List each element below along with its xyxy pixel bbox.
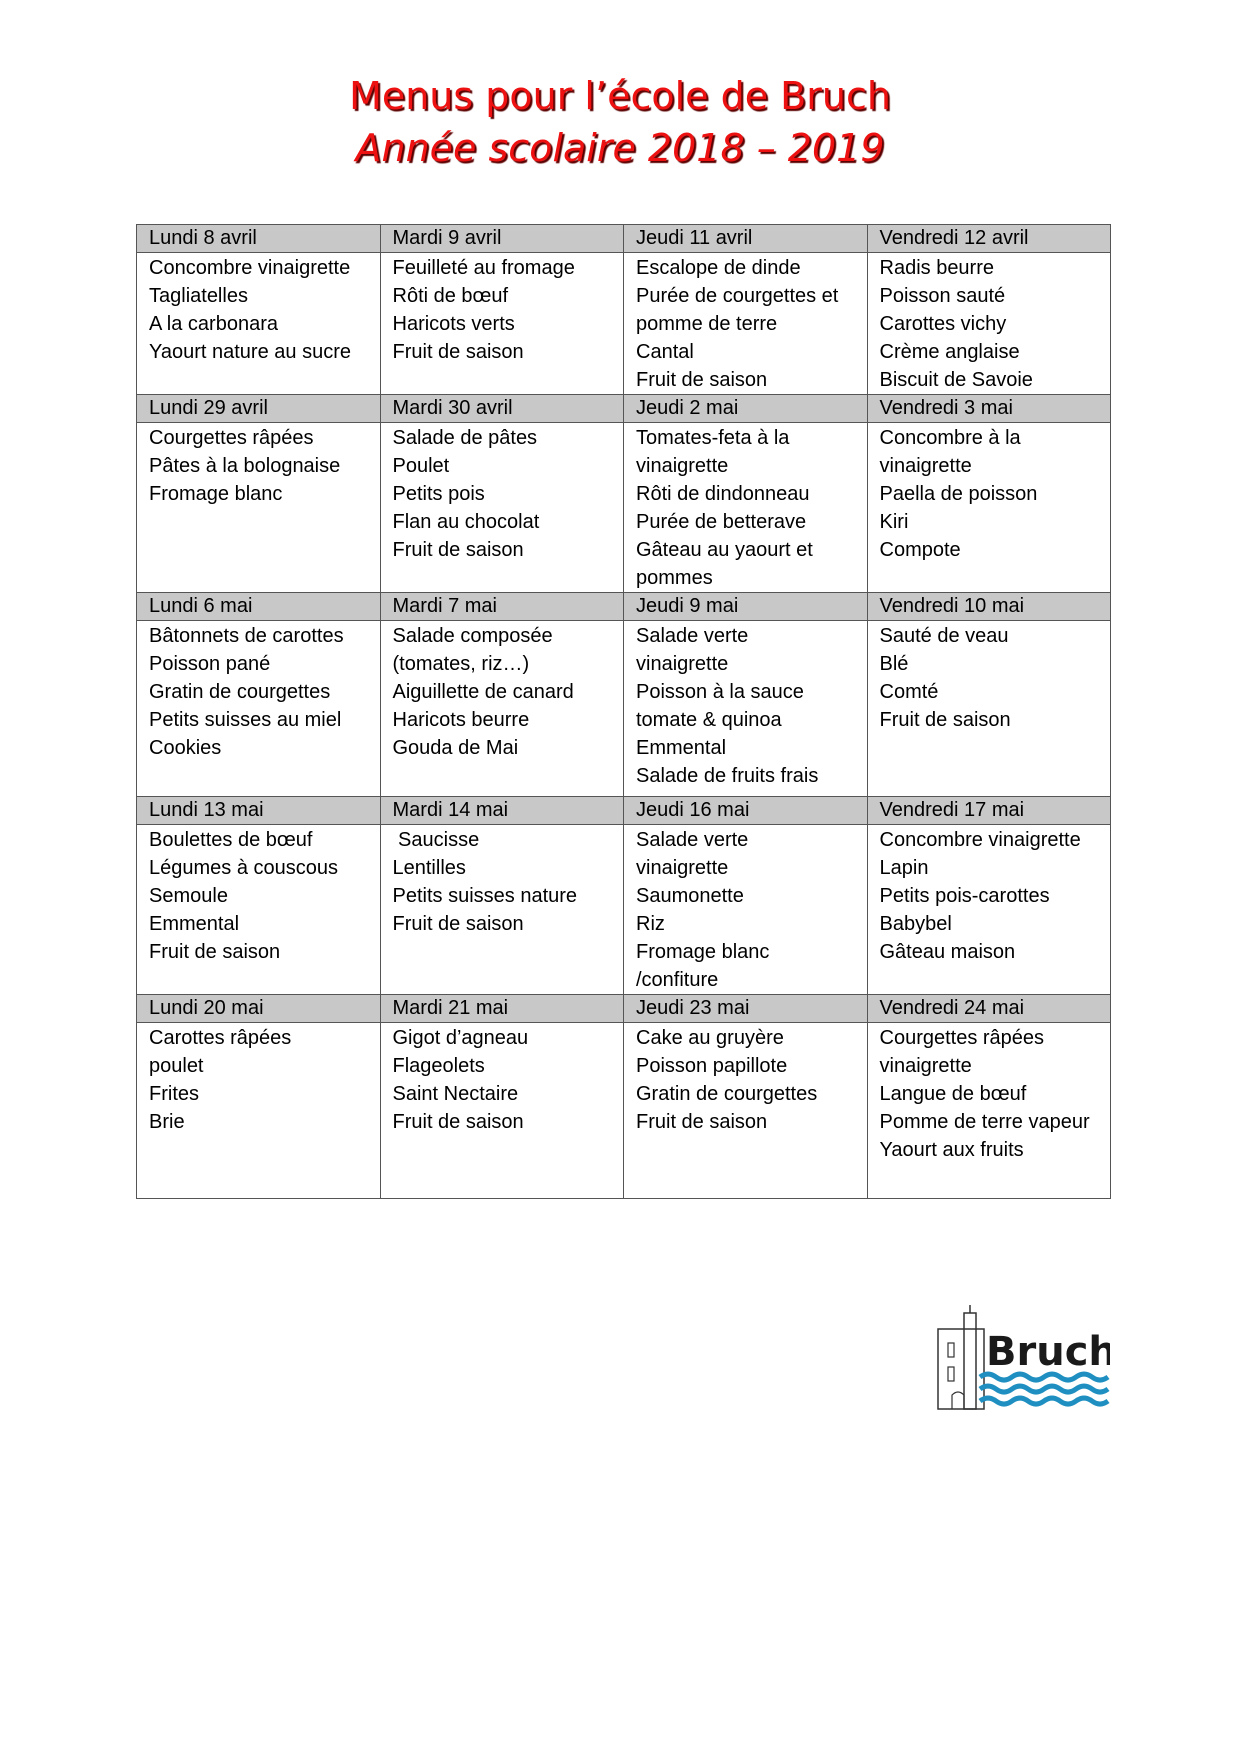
day-menu-cell bbox=[624, 253, 868, 395]
menu-item: Haricots verts bbox=[392, 313, 515, 335]
menu-item: Courgettes râpées bbox=[879, 1027, 1045, 1049]
menu-item: Concombre vinaigrette bbox=[879, 829, 1081, 851]
week-menu-row bbox=[137, 423, 1111, 593]
menu-item: vinaigrette bbox=[636, 857, 729, 879]
menu-item: Courgettes râpées bbox=[149, 427, 314, 449]
day-header: Lundi 6 mai bbox=[137, 593, 381, 621]
menu-item: Fruit de saison bbox=[392, 341, 524, 363]
week-header-row bbox=[137, 797, 1111, 825]
week-menu-row bbox=[137, 621, 1111, 797]
day-menu-cell bbox=[137, 1023, 381, 1199]
menu-item: Petits suisses nature bbox=[392, 885, 578, 907]
menu-item: Gâteau maison bbox=[879, 941, 1016, 963]
page-title: Menus pour l’école de Bruch bbox=[349, 74, 891, 118]
menu-item: Poulet bbox=[392, 455, 450, 477]
menu-item: Fruit de saison bbox=[392, 913, 524, 935]
day-menu-cell bbox=[867, 621, 1111, 797]
menu-item: Carottes vichy bbox=[879, 313, 1007, 335]
menu-item: Babybel bbox=[879, 913, 952, 935]
week-menu-row bbox=[137, 1023, 1111, 1199]
menu-item: vinaigrette bbox=[636, 455, 729, 477]
menu-item: Emmental bbox=[636, 737, 727, 759]
menu-item: Lentilles bbox=[392, 857, 466, 879]
day-header: Mardi 7 mai bbox=[380, 593, 624, 621]
day-menu-cell bbox=[380, 825, 624, 995]
week-header-row bbox=[137, 225, 1111, 253]
menu-item: Escalope de dinde bbox=[636, 257, 801, 279]
menu-item: (tomates, riz…) bbox=[392, 653, 530, 675]
menu-item: Haricots beurre bbox=[392, 709, 530, 731]
menu-item: Lapin bbox=[879, 857, 929, 879]
menu-item: Cantal bbox=[636, 341, 694, 363]
menu-item: Yaourt nature au sucre bbox=[149, 341, 351, 363]
day-menu-cell bbox=[867, 253, 1111, 395]
menu-item: Tagliatelles bbox=[149, 285, 248, 307]
menu-item: Fruit de saison bbox=[392, 539, 524, 561]
menu-item: Gratin de courgettes bbox=[149, 681, 331, 703]
menu-item: Flageolets bbox=[392, 1055, 485, 1077]
menu-item: Compote bbox=[879, 539, 961, 561]
menu-item: Légumes à couscous bbox=[149, 857, 339, 879]
menu-item: Fruit de saison bbox=[879, 709, 1011, 731]
menu-item: Langue de bœuf bbox=[879, 1083, 1027, 1105]
day-header: Jeudi 2 mai bbox=[624, 395, 868, 423]
menu-item: Saint Nectaire bbox=[392, 1083, 519, 1105]
day-menu-cell bbox=[137, 825, 381, 995]
day-menu-cell bbox=[380, 1023, 624, 1199]
menu-item: /confiture bbox=[636, 969, 719, 991]
day-header: Vendredi 12 avril bbox=[867, 225, 1111, 253]
menu-item: Poisson à la sauce bbox=[636, 681, 804, 703]
menu-table bbox=[136, 224, 1111, 1199]
menu-item: Petits suisses au miel bbox=[149, 709, 342, 731]
week-menu-row bbox=[137, 825, 1111, 995]
day-menu-cell bbox=[867, 825, 1111, 995]
menu-item: Salade verte bbox=[636, 829, 749, 851]
logo-text: Bruch bbox=[986, 1329, 1110, 1375]
week-header-row bbox=[137, 995, 1111, 1023]
tower-waves-logo-icon bbox=[934, 1305, 1110, 1413]
menu-item: Frites bbox=[149, 1083, 199, 1105]
day-header: Lundi 8 avril bbox=[137, 225, 381, 253]
day-header: Jeudi 16 mai bbox=[624, 797, 868, 825]
menu-item: Biscuit de Savoie bbox=[879, 369, 1033, 391]
menu-item: Salade composée bbox=[392, 625, 553, 647]
week-menu-row bbox=[137, 253, 1111, 395]
menu-item: pomme de terre bbox=[636, 313, 778, 335]
day-menu-cell bbox=[137, 423, 381, 593]
menu-item: Saumonette bbox=[636, 885, 744, 907]
menu-item: Poisson pané bbox=[149, 653, 271, 675]
menu-item: Blé bbox=[879, 653, 909, 675]
day-header: Jeudi 11 avril bbox=[624, 225, 868, 253]
day-menu-cell bbox=[137, 253, 381, 395]
menu-item: tomate & quinoa bbox=[636, 709, 782, 731]
menu-item: Fromage blanc bbox=[636, 941, 770, 963]
menu-item: vinaigrette bbox=[879, 455, 972, 477]
menu-item: pommes bbox=[636, 567, 713, 589]
menu-item: Fruit de saison bbox=[392, 1111, 524, 1133]
menu-item: vinaigrette bbox=[636, 653, 729, 675]
menu-item: Petits pois-carottes bbox=[879, 885, 1050, 907]
menu-item: Gratin de courgettes bbox=[636, 1083, 818, 1105]
menu-item: Radis beurre bbox=[879, 257, 995, 279]
menu-item: Semoule bbox=[149, 885, 228, 907]
menu-item: Cookies bbox=[149, 737, 222, 759]
day-header: Mardi 14 mai bbox=[380, 797, 624, 825]
day-header: Vendredi 24 mai bbox=[867, 995, 1111, 1023]
menu-item: Tomates-feta à la bbox=[636, 427, 790, 449]
menu-item: A la carbonara bbox=[149, 313, 278, 335]
menu-item: Pomme de terre vapeur bbox=[879, 1111, 1090, 1133]
menu-item: Salade verte bbox=[636, 625, 749, 647]
day-header: Mardi 21 mai bbox=[380, 995, 624, 1023]
menu-item: Fruit de saison bbox=[636, 369, 768, 391]
day-header: Mardi 9 avril bbox=[380, 225, 624, 253]
menu-item: Aiguillette de canard bbox=[392, 681, 574, 703]
day-menu-cell bbox=[380, 423, 624, 593]
day-header: Lundi 13 mai bbox=[137, 797, 381, 825]
menu-item: Gouda de Mai bbox=[392, 737, 519, 759]
menu-item: Flan au chocolat bbox=[392, 511, 540, 533]
menu-item: Pâtes à la bolognaise bbox=[149, 455, 341, 477]
menu-item: Crème anglaise bbox=[879, 341, 1020, 363]
day-menu-cell bbox=[380, 621, 624, 797]
bruch-logo bbox=[934, 1305, 1110, 1413]
menu-item: Concombre à la bbox=[879, 427, 1021, 449]
menu-item: Poisson papillote bbox=[636, 1055, 788, 1077]
menu-item: Petits pois bbox=[392, 483, 485, 505]
menu-item: Gigot d’agneau bbox=[392, 1027, 529, 1049]
menu-item: Riz bbox=[636, 913, 665, 935]
menu-item: Gâteau au yaourt et bbox=[636, 539, 813, 561]
day-menu-cell bbox=[137, 621, 381, 797]
day-menu-cell bbox=[867, 423, 1111, 593]
menu-item: Kiri bbox=[879, 511, 909, 533]
menu-item: Feuilleté au fromage bbox=[392, 257, 575, 279]
day-menu-cell bbox=[380, 253, 624, 395]
menu-item: Yaourt aux fruits bbox=[879, 1139, 1024, 1161]
menu-item: poulet bbox=[149, 1055, 204, 1077]
day-header: Lundi 29 avril bbox=[137, 395, 381, 423]
page-subtitle: Année scolaire 2018 – 2019 bbox=[355, 126, 885, 170]
day-header: Jeudi 9 mai bbox=[624, 593, 868, 621]
day-header: Jeudi 23 mai bbox=[624, 995, 868, 1023]
day-menu-cell bbox=[624, 825, 868, 995]
menu-item: Fruit de saison bbox=[636, 1111, 768, 1133]
day-header: Vendredi 3 mai bbox=[867, 395, 1111, 423]
week-header-row bbox=[137, 395, 1111, 423]
day-header: Vendredi 17 mai bbox=[867, 797, 1111, 825]
menu-item: Carottes râpées bbox=[149, 1027, 292, 1049]
menu-item: Brie bbox=[149, 1111, 185, 1133]
menu-item: Cake au gruyère bbox=[636, 1027, 784, 1049]
menu-item: Concombre vinaigrette bbox=[149, 257, 351, 279]
menu-item: Salade de fruits frais bbox=[636, 765, 819, 787]
day-menu-cell bbox=[624, 621, 868, 797]
day-header: Lundi 20 mai bbox=[137, 995, 381, 1023]
menu-item: Comté bbox=[879, 681, 939, 703]
day-menu-cell bbox=[624, 423, 868, 593]
menu-item: Bâtonnets de carottes bbox=[149, 625, 344, 647]
menu-item: Sauté de veau bbox=[879, 625, 1009, 647]
menu-item: Saucisse bbox=[392, 829, 480, 851]
day-header: Vendredi 10 mai bbox=[867, 593, 1111, 621]
menu-item: Salade de pâtes bbox=[392, 427, 538, 449]
menu-item: Poisson sauté bbox=[879, 285, 1006, 307]
day-header: Mardi 30 avril bbox=[380, 395, 624, 423]
menu-item: Purée de courgettes et bbox=[636, 285, 839, 307]
menu-item: Emmental bbox=[149, 913, 240, 935]
menu-item: Paella de poisson bbox=[879, 483, 1038, 505]
week-header-row bbox=[137, 593, 1111, 621]
menu-item: vinaigrette bbox=[879, 1055, 972, 1077]
menu-item: Purée de betterave bbox=[636, 511, 807, 533]
day-menu-cell bbox=[867, 1023, 1111, 1199]
menu-item: Rôti de bœuf bbox=[392, 285, 509, 307]
menu-item: Rôti de dindonneau bbox=[636, 483, 810, 505]
day-menu-cell bbox=[624, 1023, 868, 1199]
menu-item: Boulettes de bœuf bbox=[149, 829, 313, 851]
menu-item: Fruit de saison bbox=[149, 941, 281, 963]
menu-item: Fromage blanc bbox=[149, 483, 283, 505]
